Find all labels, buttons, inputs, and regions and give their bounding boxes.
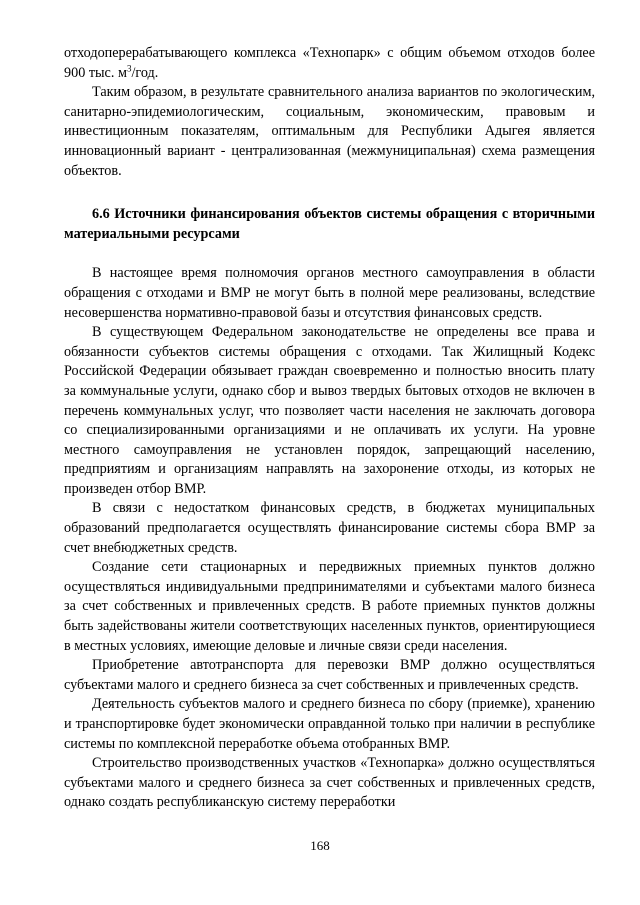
- section-heading: 6.6 Источники финансирования объектов системы обращения с вторичными материальными ресурсами: [64, 206, 595, 242]
- paragraph: В настоящее время полномочия органов местного самоуправления в области обращения с отходами и ВМР не могут быть в полной мере реализованы, вследствие несовершенства нормативно-правовой базы и отсутствия финансовых средств.: [64, 265, 595, 321]
- superscript-cubic: 3: [126, 62, 132, 73]
- paragraph-text-unit: /год.: [131, 64, 159, 81]
- paragraph-continued: [64, 44, 595, 83]
- paragraph: Деятельность субъектов малого и среднего бизнеса по сбору (приемке), хранению и транспортировке будет экономически оправданной только при наличии в республике системы по комплексной переработке объема отобранных ВМР.: [64, 696, 595, 752]
- paragraph-conclusion: Таким образом, в результате сравнительного анализа вариантов по экологическим, санитарно-эпидемиологическим, социальным, экономическим, правовым и инвестиционным показателям, оптимальным для Республики Адыгея является инновационный вариант - централизованная (межмуниципальная) схема размещения объектов.: [64, 84, 595, 179]
- paragraph: Создание сети стационарных и передвижных приемных пунктов должно осуществляться индивидуальными предпринимателями и субъектами малого бизнеса за счет собственных и привлеченных средств. В работе приемных пунктов должны быть задействованы жители соответствующих населенных пунктов, ориентирующиеся в местных условиях, имеющие деловые и личные связи среди населения.: [64, 559, 595, 654]
- paragraph: Строительство производственных участков «Технопарка» должно осуществляться субъектами малого и среднего бизнеса за счет собственных и привлеченных средств, однако создать республиканскую систему переработки: [64, 755, 595, 811]
- paragraph: В существующем Федеральном законодательстве не определены все права и обязанности субъектов системы обращения с отходами. Так Жилищный Кодекс Российской Федерации обязывает граждан своевременно и полностью вносить плату за коммунальные услуги, однако сбор и вывоз твердых бытовых отходов не включен в перечень коммунальных услуг, что позволяет части населения не заключать договора со специализированными организациями и не оплачивать их услуги. На уровне местного самоуправления не установлен порядок, запрещающий населению, предприятиям и организациям направлять на захоронение отходы, из которых не произведен отбор ВМР.: [64, 324, 595, 497]
- paragraph-text: отходоперерабатывающего комплекса «Технопарк» с общим объемом отходов более 900 тыс. м: [64, 45, 595, 81]
- paragraph: В связи с недостатком финансовых средств, в бюджетах муниципальных образований предполагается осуществлять финансирование системы сбора ВМР за счет внебюджетных средств.: [64, 500, 595, 556]
- paragraph: Приобретение автотранспорта для перевозки ВМР должно осуществляться субъектами малого и среднего бизнеса за счет собственных и привлеченных средств.: [64, 657, 595, 693]
- page-number: 168: [310, 838, 330, 853]
- page-body: [64, 44, 595, 813]
